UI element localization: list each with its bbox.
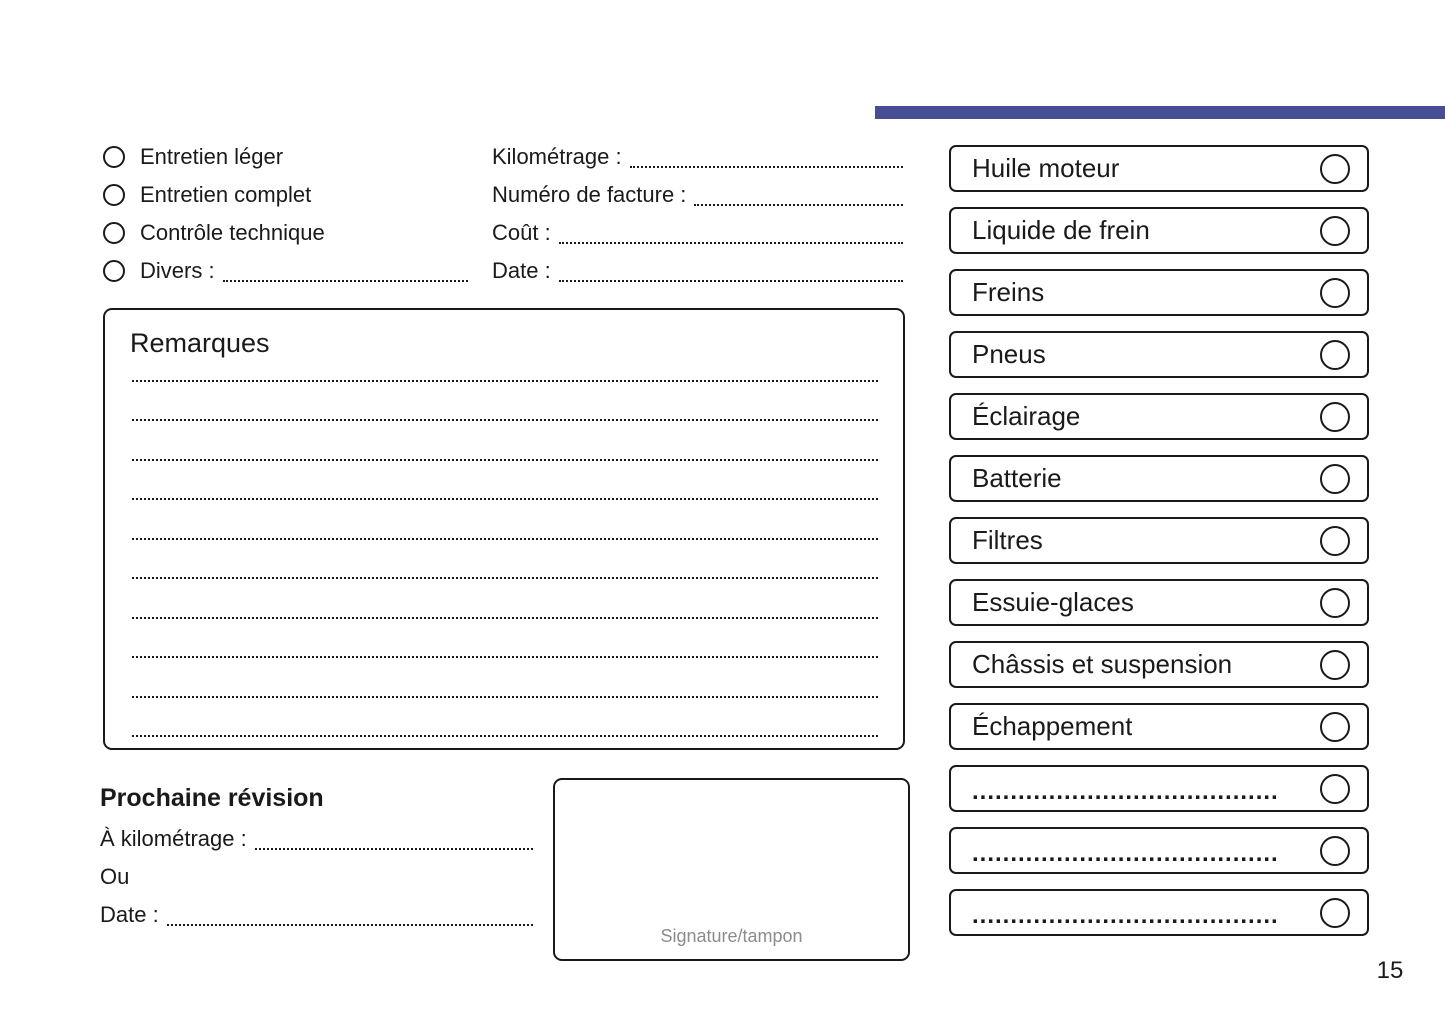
checklist-item-label: Pneus bbox=[972, 339, 1046, 369]
signature-label: Signature/tampon bbox=[660, 926, 803, 946]
checklist bbox=[949, 145, 1369, 951]
check-circle-icon[interactable] bbox=[1320, 774, 1350, 804]
check-circle-icon[interactable] bbox=[1320, 464, 1350, 494]
divers-write-in-line[interactable] bbox=[223, 280, 468, 282]
check-circle-icon[interactable] bbox=[1320, 650, 1350, 680]
field-label: Date : bbox=[492, 258, 551, 283]
facture-write-in-line[interactable] bbox=[694, 204, 903, 206]
next-service-section bbox=[100, 776, 533, 934]
field-next-kilometrage bbox=[100, 820, 533, 858]
kilometrage-write-in-line[interactable] bbox=[630, 166, 903, 168]
field-next-date bbox=[100, 896, 533, 934]
checklist-item-eclairage bbox=[949, 393, 1369, 440]
check-circle-icon[interactable] bbox=[1320, 216, 1350, 246]
service-type-option-controle-technique bbox=[103, 214, 468, 252]
date-write-in-line[interactable] bbox=[559, 280, 903, 282]
check-circle-icon[interactable] bbox=[1320, 278, 1350, 308]
check-circle-icon[interactable] bbox=[1320, 898, 1350, 928]
checklist-blank-write-in-line[interactable]: ........................................ bbox=[972, 777, 1279, 805]
signature-box[interactable] bbox=[553, 778, 910, 961]
radio-circle-icon[interactable] bbox=[103, 222, 125, 244]
service-type-label: Entretien complet bbox=[140, 182, 312, 207]
check-circle-icon[interactable] bbox=[1320, 836, 1350, 866]
radio-circle-icon[interactable] bbox=[103, 260, 125, 282]
check-circle-icon[interactable] bbox=[1320, 402, 1350, 432]
header-accent-bar bbox=[875, 106, 1445, 119]
checklist-item-label: Éclairage bbox=[972, 401, 1081, 431]
checklist-item-liquide-de-frein bbox=[949, 207, 1369, 254]
checklist-item-freins bbox=[949, 269, 1369, 316]
field-label: À kilométrage : bbox=[100, 826, 247, 851]
field-date bbox=[492, 252, 903, 290]
remark-write-in-line[interactable] bbox=[132, 698, 878, 738]
remark-write-in-line[interactable] bbox=[132, 540, 878, 580]
check-circle-icon[interactable] bbox=[1320, 526, 1350, 556]
checklist-blank-write-in-line[interactable]: ........................................ bbox=[972, 901, 1279, 929]
service-type-option-entretien-leger bbox=[103, 138, 468, 176]
checklist-item-huile-moteur bbox=[949, 145, 1369, 192]
page-number: 15 bbox=[1376, 957, 1404, 984]
checklist-item-pneus bbox=[949, 331, 1369, 378]
checklist-item-batterie bbox=[949, 455, 1369, 502]
remarks-write-in-area[interactable] bbox=[132, 342, 878, 737]
field-label: Date : bbox=[100, 902, 159, 927]
checklist-item-blank-2 bbox=[949, 827, 1369, 874]
checklist-item-blank-1 bbox=[949, 765, 1369, 812]
field-cout bbox=[492, 214, 903, 252]
checklist-item-label: Liquide de frein bbox=[972, 215, 1150, 245]
field-kilometrage bbox=[492, 138, 903, 176]
service-type-group bbox=[103, 138, 468, 290]
radio-circle-icon[interactable] bbox=[103, 184, 125, 206]
checklist-item-label: Châssis et suspension bbox=[972, 649, 1233, 679]
next-date-write-in-line[interactable] bbox=[167, 924, 533, 926]
field-label: Coût : bbox=[492, 220, 551, 245]
next-service-title: Prochaine révision bbox=[100, 783, 324, 812]
remark-write-in-line[interactable] bbox=[132, 461, 878, 501]
next-kilometrage-write-in-line[interactable] bbox=[255, 848, 533, 850]
checklist-item-filtres bbox=[949, 517, 1369, 564]
field-label: Numéro de facture : bbox=[492, 182, 687, 207]
remark-write-in-line[interactable] bbox=[132, 500, 878, 540]
checklist-item-label: Filtres bbox=[972, 525, 1043, 555]
check-circle-icon[interactable] bbox=[1320, 154, 1350, 184]
remark-write-in-line[interactable] bbox=[132, 658, 878, 698]
remark-write-in-line[interactable] bbox=[132, 579, 878, 619]
remark-write-in-line[interactable] bbox=[132, 382, 878, 422]
check-circle-icon[interactable] bbox=[1320, 712, 1350, 742]
checklist-item-essuie-glaces bbox=[949, 579, 1369, 626]
field-label: Ou bbox=[100, 864, 130, 889]
service-type-label: Entretien léger bbox=[140, 144, 284, 169]
remark-write-in-line[interactable] bbox=[132, 619, 878, 659]
checklist-item-label: Freins bbox=[972, 277, 1045, 307]
checklist-item-label: Huile moteur bbox=[972, 153, 1120, 183]
checklist-item-label: Essuie-glaces bbox=[972, 587, 1134, 617]
check-circle-icon[interactable] bbox=[1320, 340, 1350, 370]
remarks-title: Remarques bbox=[130, 328, 270, 358]
cout-write-in-line[interactable] bbox=[559, 242, 903, 244]
checklist-item-label: Échappement bbox=[972, 711, 1133, 741]
check-circle-icon[interactable] bbox=[1320, 588, 1350, 618]
remarks-box bbox=[103, 308, 905, 750]
checklist-item-blank-3 bbox=[949, 889, 1369, 936]
remark-write-in-line[interactable] bbox=[132, 342, 878, 382]
radio-circle-icon[interactable] bbox=[103, 146, 125, 168]
service-details-group bbox=[492, 138, 903, 290]
checklist-item-label: Batterie bbox=[972, 463, 1062, 493]
service-type-label: Contrôle technique bbox=[140, 220, 325, 245]
remark-write-in-line[interactable] bbox=[132, 421, 878, 461]
field-label: Kilométrage : bbox=[492, 144, 622, 169]
field-numero-facture bbox=[492, 176, 903, 214]
service-type-label: Divers : bbox=[140, 258, 215, 283]
checklist-item-echappement bbox=[949, 703, 1369, 750]
service-type-option-entretien-complet bbox=[103, 176, 468, 214]
checklist-item-chassis-et-suspension bbox=[949, 641, 1369, 688]
service-type-option-divers bbox=[103, 252, 468, 290]
checklist-blank-write-in-line[interactable]: ........................................ bbox=[972, 839, 1279, 867]
field-ou bbox=[100, 858, 533, 896]
